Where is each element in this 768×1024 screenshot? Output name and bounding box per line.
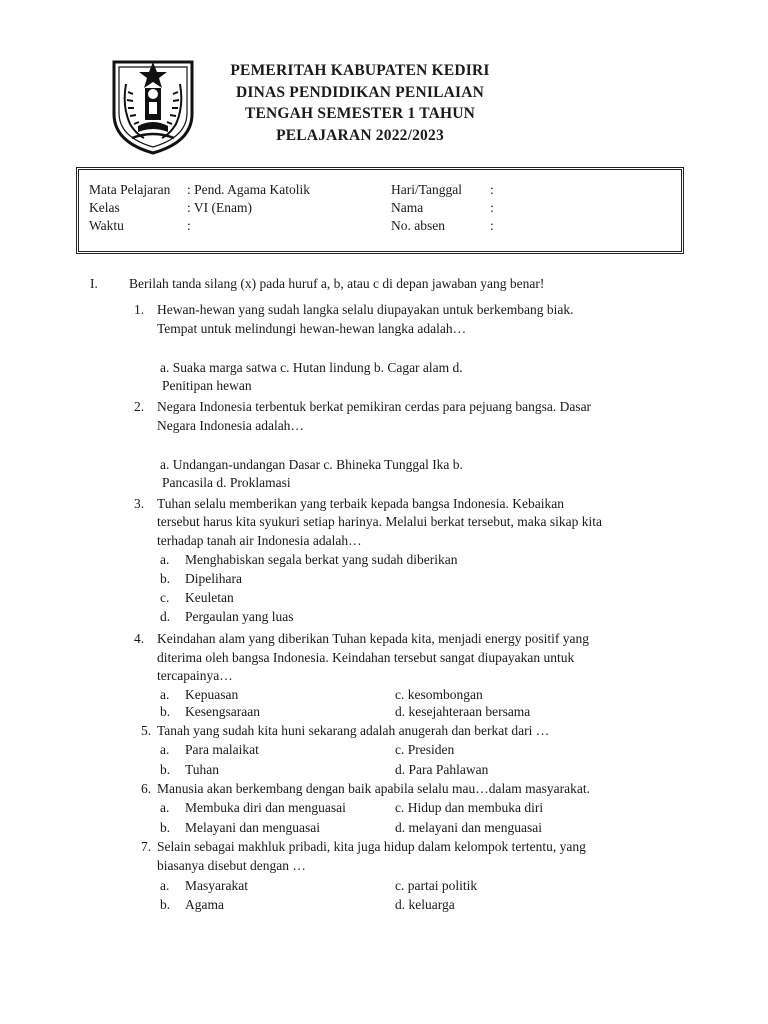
q4-line-1: Keindahan alam yang diberikan Tuhan kepada kita, menjadi energy positif yang [157, 631, 590, 646]
q1-line-1: Hewan-hewan yang sudah langka selalu diupayakan untuk berkembang biak. [157, 302, 574, 317]
q5-option-d: d. Para Pahlawan [395, 762, 489, 777]
q6-option-c: c. Hidup dan membuka diri [395, 800, 544, 815]
q4-option-b: Kesengsaraan [185, 704, 260, 719]
section-instruction: Berilah tanda silang (x) pada huruf a, b, atau c di depan jawaban yang benar! [129, 276, 545, 291]
q5-option-a: Para malaikat [185, 742, 259, 757]
subject-value: : Pend. Agama Katolik [187, 182, 310, 197]
q5-number: 5. [141, 723, 152, 738]
student-info-box [76, 167, 684, 254]
kabupaten-kediri-crest-icon [108, 54, 198, 156]
document-header [205, 60, 515, 146]
header-line-4: PELAJARAN 2022/2023 [276, 126, 444, 144]
q5-option-b-letter: b. [160, 762, 171, 777]
q6-number: 6. [141, 781, 152, 796]
q6-option-d: d. melayani dan menguasai [395, 820, 542, 835]
q2-options-line-2: Pancasila d. Proklamasi [162, 475, 291, 490]
q1-line-2: Tempat untuk melindungi hewan-hewan langka adalah… [157, 321, 467, 336]
q3-line-2: tersebut harus kita syukuri setiap harinya. Melalui berkat tersebut, maka sikap kita [157, 514, 602, 529]
time-value: : [187, 218, 191, 233]
q5-line-1: Tanah yang sudah kita huni sekarang adalah anugerah dan berkat dari … [157, 723, 550, 738]
date-label: Hari/Tanggal [391, 182, 463, 197]
q2-line-1: Negara Indonesia terbentuk berkat pemikiran cerdas para pejuang bangsa. Dasar [157, 399, 592, 414]
header-line-2: DINAS PENDIDIKAN PENILAIAN [235, 83, 485, 101]
q3-option-d-letter: d. [160, 609, 171, 624]
q6-option-b-letter: b. [160, 820, 171, 835]
q1-options-line-1: a. Suaka marga satwa c. Hutan lindung b. Cagar alam d. [160, 360, 463, 375]
q5-option-a-letter: a. [160, 742, 170, 757]
name-label: Nama [391, 200, 424, 215]
q4-option-d: d. kesejahteraan bersama [395, 704, 531, 719]
q2-number: 2. [134, 399, 145, 414]
q7-option-a: Masyarakat [185, 878, 248, 893]
q4-option-a: Kepuasan [185, 687, 239, 702]
q1-options-line-2: Penitipan hewan [162, 378, 252, 393]
header-line-1: PEMERITAH KABUPATEN KEDIRI [230, 62, 490, 79]
q3-option-c-letter: c. [160, 590, 170, 605]
q6-option-a-letter: a. [160, 800, 170, 815]
subject-label: Mata Pelajaran [89, 182, 171, 197]
q4-option-c: c. kesombongan [395, 687, 483, 702]
q7-number: 7. [141, 839, 152, 854]
header-line-3: TENGAH SEMESTER 1 TAHUN [244, 105, 476, 122]
q3-line-1: Tuhan selalu memberikan yang terbaik kepada bangsa Indonesia. Kebaikan [157, 496, 564, 511]
q7-line-2: biasanya disebut dengan … [157, 858, 306, 873]
class-label: Kelas [89, 200, 120, 215]
section-number: I. [90, 276, 98, 291]
q7-option-d: d. keluarga [395, 897, 455, 912]
q7-option-c: c. partai politik [395, 878, 478, 893]
q3-option-d: Pergaulan yang luas [185, 609, 294, 624]
q7-option-b-letter: b. [160, 897, 171, 912]
time-label: Waktu [89, 218, 124, 233]
q4-option-b-letter: b. [160, 704, 171, 719]
q3-option-a: Menghabiskan segala berkat yang sudah diberikan [185, 552, 458, 567]
q3-option-b: Dipelihara [185, 571, 242, 586]
q6-option-a: Membuka diri dan menguasai [185, 800, 346, 815]
q2-line-2: Negara Indonesia adalah… [157, 418, 304, 433]
q3-line-3: terhadap tanah air Indonesia adalah… [157, 533, 362, 548]
q4-number: 4. [134, 631, 145, 646]
q3-option-c: Keuletan [185, 590, 234, 605]
q7-line-1: Selain sebagai makhluk pribadi, kita juga hidup dalam kelompok tertentu, yang [157, 839, 586, 854]
q6-line-1: Manusia akan berkembang dengan baik apabila selalu mau…dalam masyarakat. [157, 781, 590, 796]
q4-option-a-letter: a. [160, 687, 170, 702]
q3-option-a-letter: a. [160, 552, 170, 567]
class-value: : VI (Enam) [187, 200, 252, 215]
q4-line-2: diterima oleh bangsa Indonesia. Keindahan tersebut sangat diupayakan untuk [157, 650, 575, 665]
q3-number: 3. [134, 496, 145, 511]
q4-line-3: tercapainya… [157, 668, 233, 683]
date-value: : [490, 182, 494, 197]
q7-option-b: Agama [185, 897, 224, 912]
absen-label: No. absen [391, 218, 445, 233]
q7-option-a-letter: a. [160, 878, 170, 893]
q3-option-b-letter: b. [160, 571, 171, 586]
absen-value: : [490, 218, 494, 233]
q5-option-c: c. Presiden [395, 742, 455, 757]
q2-options-line-1: a. Undangan-undangan Dasar c. Bhineka Tunggal Ika b. [160, 457, 463, 472]
q6-option-b: Melayani dan menguasai [185, 820, 320, 835]
q1-number: 1. [134, 302, 145, 317]
name-value: : [490, 200, 494, 215]
q5-option-b: Tuhan [185, 762, 220, 777]
